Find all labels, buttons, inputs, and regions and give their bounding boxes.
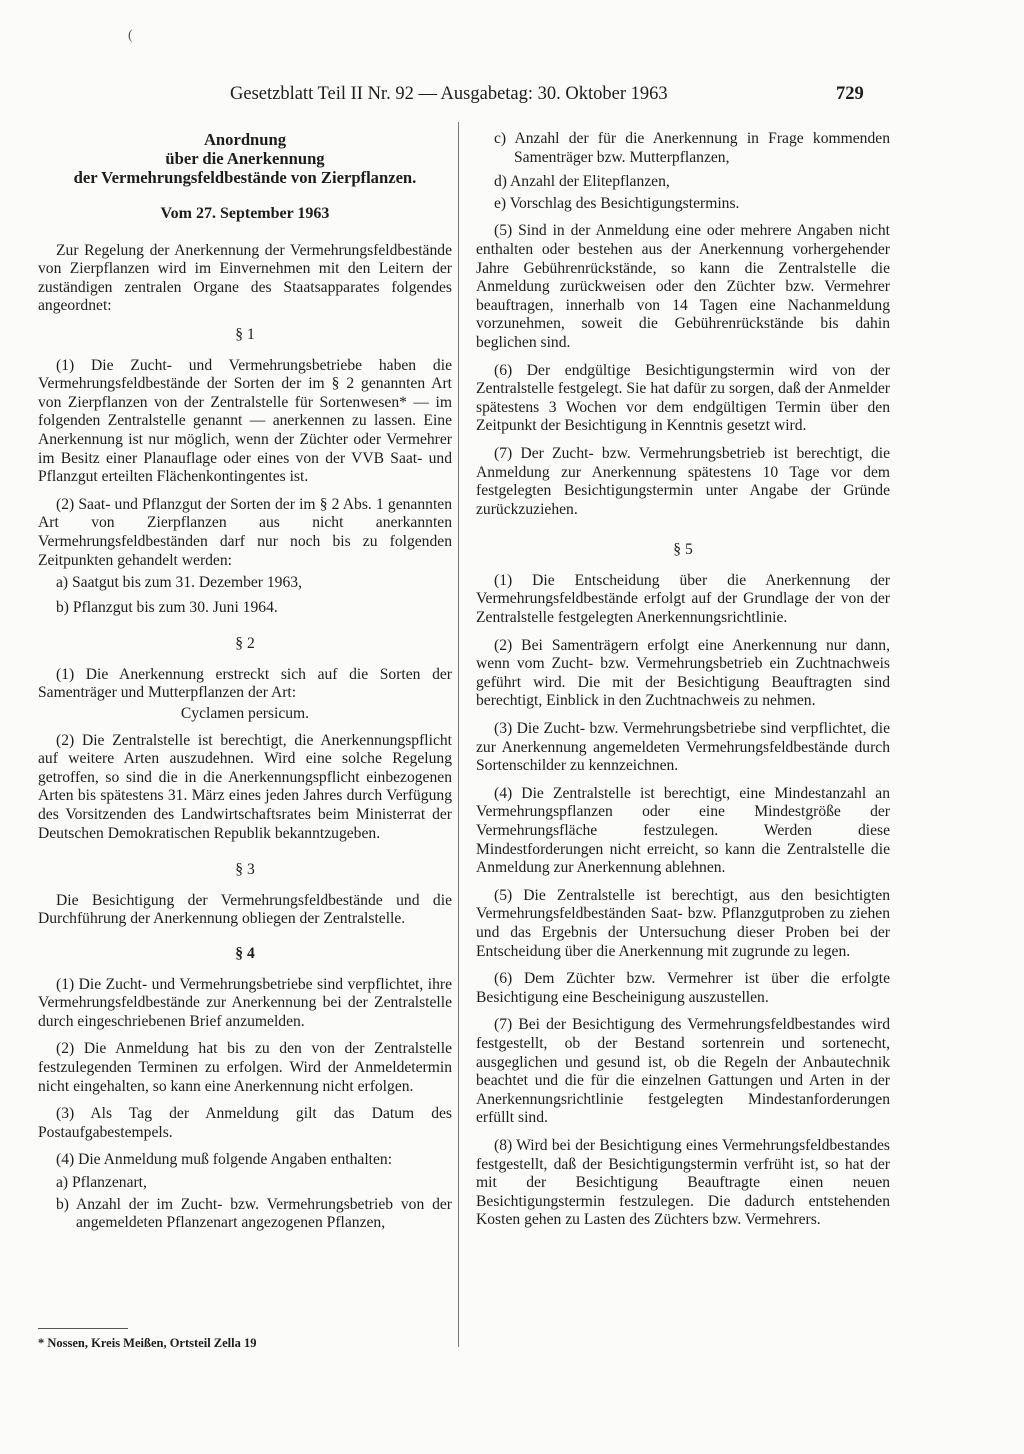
- title-line: der Vermehrungsfeldbestände von Zierpflanzen.: [73, 168, 417, 187]
- paragraph: (1) Die Zucht- und Vermehrungsbetriebe haben die Vermehrungsfeldbestände der Sorten der im § 2 genannten Art von Zierpflanzen von der Zentralstelle für Sortenwesen* — im folgenden Zentralstelle genannt — anerkennen zu lassen. Eine Anerkennung ist nur möglich, wenn der Züchter oder Vermehrer im Besitz einer Planauflage oder eines von der VVB Saat- und Pflanzgut erteilten Flächenkontingentes ist.: [38, 356, 452, 486]
- list-item: a) Saatgut bis zum 31. Dezember 1963,: [56, 574, 302, 592]
- footnote: * Nossen, Kreis Meißen, Ortsteil Zella 19: [38, 1336, 257, 1350]
- list-item: a) Pflanzenart,: [56, 1173, 147, 1191]
- paragraph: (2) Die Anmeldung hat bis zu den von der Zentralstelle festzulegenden Terminen zu erfolgen. Wird der Anmeldetermin nicht eingehalten, so kann eine Anerkennung nicht erfolgen.: [38, 1040, 452, 1095]
- document-date: Vom 27. September 1963: [160, 205, 330, 222]
- title-line: Anordnung: [203, 130, 287, 149]
- page-number: 729: [836, 84, 864, 104]
- intro-paragraph: Zur Regelung der Anerkennung der Vermehrungsfeldbestände von Zierpflanzen wird im Einvernehmen mit den Leitern der zuständigen zentralen Organe des Staatsapparates folgendes angeordnet:: [38, 241, 452, 315]
- paragraph: (3) Als Tag der Anmeldung gilt das Datum des Postaufgabestempels.: [38, 1105, 452, 1141]
- paragraph: (4) Die Zentralstelle ist berechtigt, eine Mindestanzahl an Vermehrungspflanzen oder eine Mindestgröße der Vermehrungsfläche festzulegen. Werden diese Mindestforderungen nicht erreicht, so kann die Zentralstelle die Anmeldung zur Anerkennung ablehnen.: [476, 784, 890, 877]
- paragraph: (2) Saat- und Pflanzgut der Sorten der im § 2 Abs. 1 genannten Art von Zierpflanzen aus nicht anerkannten Vermehrungsfeldbeständen darf nur noch bis zu folgenden Zeitpunkten gehandelt werden:: [38, 495, 452, 569]
- species-name: Cyclamen persicum.: [180, 705, 310, 723]
- left-column: [38, 130, 452, 1239]
- list-item: b) Anzahl der im Zucht- bzw. Vermehrungsbetrieb von der angemeldeten Pflanzenart angezogenen Pflanzen,: [56, 1195, 452, 1232]
- paragraph: (8) Wird bei der Besichtigung eines Vermehrungsfeldbestandes festgestellt, daß der Besichtigungstermin verfrüht ist, so hat der mit der Besichtigung Beauftragte einen neuen Besichtigungstermin festzulegen. Die dadurch entstehenden Kosten gehen zu Lasten des Züchters bzw. Vermehrers.: [476, 1136, 890, 1229]
- paragraph: (1) Die Zucht- und Vermehrungsbetriebe sind verpflichtet, ihre Vermehrungsfeldbestände zur Anerkennung bei der Zentralstelle durch eingeschriebenen Brief anzumelden.: [38, 975, 452, 1030]
- column-divider: [458, 122, 459, 1347]
- paragraph: (1) Die Entscheidung über die Anerkennung der Vermehrungsfeldbestände erfolgt auf der Grundlage der von der Zentralstelle festgelegten Anerkennungsrichtlinie.: [476, 571, 890, 627]
- section-1-heading: § 1: [235, 325, 255, 343]
- paragraph: Die Besichtigung der Vermehrungsfeldbestände und die Durchführung der Anerkennung obliegen der Zentralstelle.: [38, 891, 452, 928]
- paragraph: (3) Die Zucht- bzw. Vermehrungsbetriebe sind verpflichtet, die zur Anerkennung angemeldeten Vermehrungsfeldbestände durch Sortenschilder zu kennzeichnen.: [476, 720, 890, 775]
- paragraph: (1) Die Anerkennung erstreckt sich auf die Sorten der Samenträger und Mutterpflanzen der Art:: [38, 665, 452, 702]
- list-item: e) Vorschlag des Besichtigungstermins.: [494, 194, 740, 212]
- footnote-rule: [38, 1328, 128, 1329]
- list-item: d) Anzahl der Elitepflanzen,: [494, 173, 670, 191]
- paragraph: (6) Der endgültige Besichtigungstermin wird von der Zentralstelle festgelegt. Sie hat dafür zu sorgen, daß der Anmelder spätestens 3 Wochen vor dem endgültigen Termin über den Zeitpunkt der Besichtigung in Kenntnis gesetzt wird.: [476, 361, 890, 435]
- document-title: [38, 130, 452, 187]
- paragraph: (5) Sind in der Anmeldung eine oder mehrere Angaben nicht enthalten oder bestehen aus der Anerkennung vorhergehender Jahre Gebührenrückstände, so kann die Zentralstelle die Anmeldung zurückweisen oder den Züchter bzw. Vermehrer beauftragen, innerhalb von 14 Tagen eine Nachanmeldung vorzunehmen, soweit die Gebührenrückstände bis dahin beglichen sind.: [476, 222, 890, 351]
- list-item: b) Pflanzgut bis zum 30. Juni 1964.: [56, 598, 278, 616]
- list-item: c) Anzahl der für die Anerkennung in Frage kommenden Samenträger bzw. Mutterpflanzen,: [494, 130, 890, 166]
- right-column: [476, 130, 890, 1239]
- header-text: Gesetzblatt Teil II Nr. 92 — Ausgabetag: 30. Oktober 1963: [230, 84, 668, 104]
- scan-mark: (: [128, 28, 133, 43]
- paragraph: (2) Die Zentralstelle ist berechtigt, die Anerkennungspflicht auf weitere Arten auszudehnen. Wird eine solche Regelung getroffen, so sind die in die Anerkennungspflicht einbezogenen Arten bis spätestens 31. März eines jeden Jahres durch Verfügung des Vorsitzenden des Landwirtschaftsrates beim Ministerrat der Deutschen Demokratischen Republik bekanntzugeben.: [38, 731, 452, 842]
- paragraph: (7) Der Zucht- bzw. Vermehrungsbetrieb ist berechtigt, die Anmeldung zur Anerkennung spätestens 10 Tage vor dem festgelegten Besichtigungstermin unter Angabe der Gründe zurückzuziehen.: [476, 444, 890, 518]
- paragraph: (6) Dem Züchter bzw. Vermehrer ist über die erfolgte Besichtigung eine Bescheinigung auszustellen.: [476, 970, 890, 1006]
- section-2-heading: § 2: [235, 635, 255, 653]
- section-3-heading: § 3: [235, 861, 255, 879]
- paragraph: (7) Bei der Besichtigung des Vermehrungsfeldbestandes wird festgestellt, ob der Bestand sortenrein und sortenecht, ausgeglichen und gesund ist, ob die Regeln der Anbautechnik beachtet und die für die einzelnen Gattungen und Arten in der Anerkennungsrichtlinie festgelegten Mindestanforderungen erfüllt sind.: [476, 1016, 890, 1127]
- title-line: über die Anerkennung: [165, 149, 325, 168]
- section-4-heading: § 4: [235, 945, 255, 962]
- page-header: [0, 84, 1024, 114]
- paragraph: (2) Bei Samenträgern erfolgt eine Anerkennung nur dann, wenn vom Zucht- bzw. Vermehrungsbetrieb ein Zuchtnachweis geführt wird. Die mit der Besichtigung Beauftragten sind berechtigt, Einblick in den Zuchtnachweis zu nehmen.: [476, 636, 890, 710]
- paragraph: (5) Die Zentralstelle ist berechtigt, aus den besichtigten Vermehrungsfeldbeständen Saat- bzw. Pflanzgutproben zu ziehen und das Ergebnis der Untersuchung dieser Proben bei der Entscheidung über die Anerkennung mit zugrunde zu legen.: [476, 886, 890, 960]
- section-5-heading: § 5: [673, 541, 693, 559]
- paragraph: (4) Die Anmeldung muß folgende Angaben enthalten:: [56, 1151, 393, 1169]
